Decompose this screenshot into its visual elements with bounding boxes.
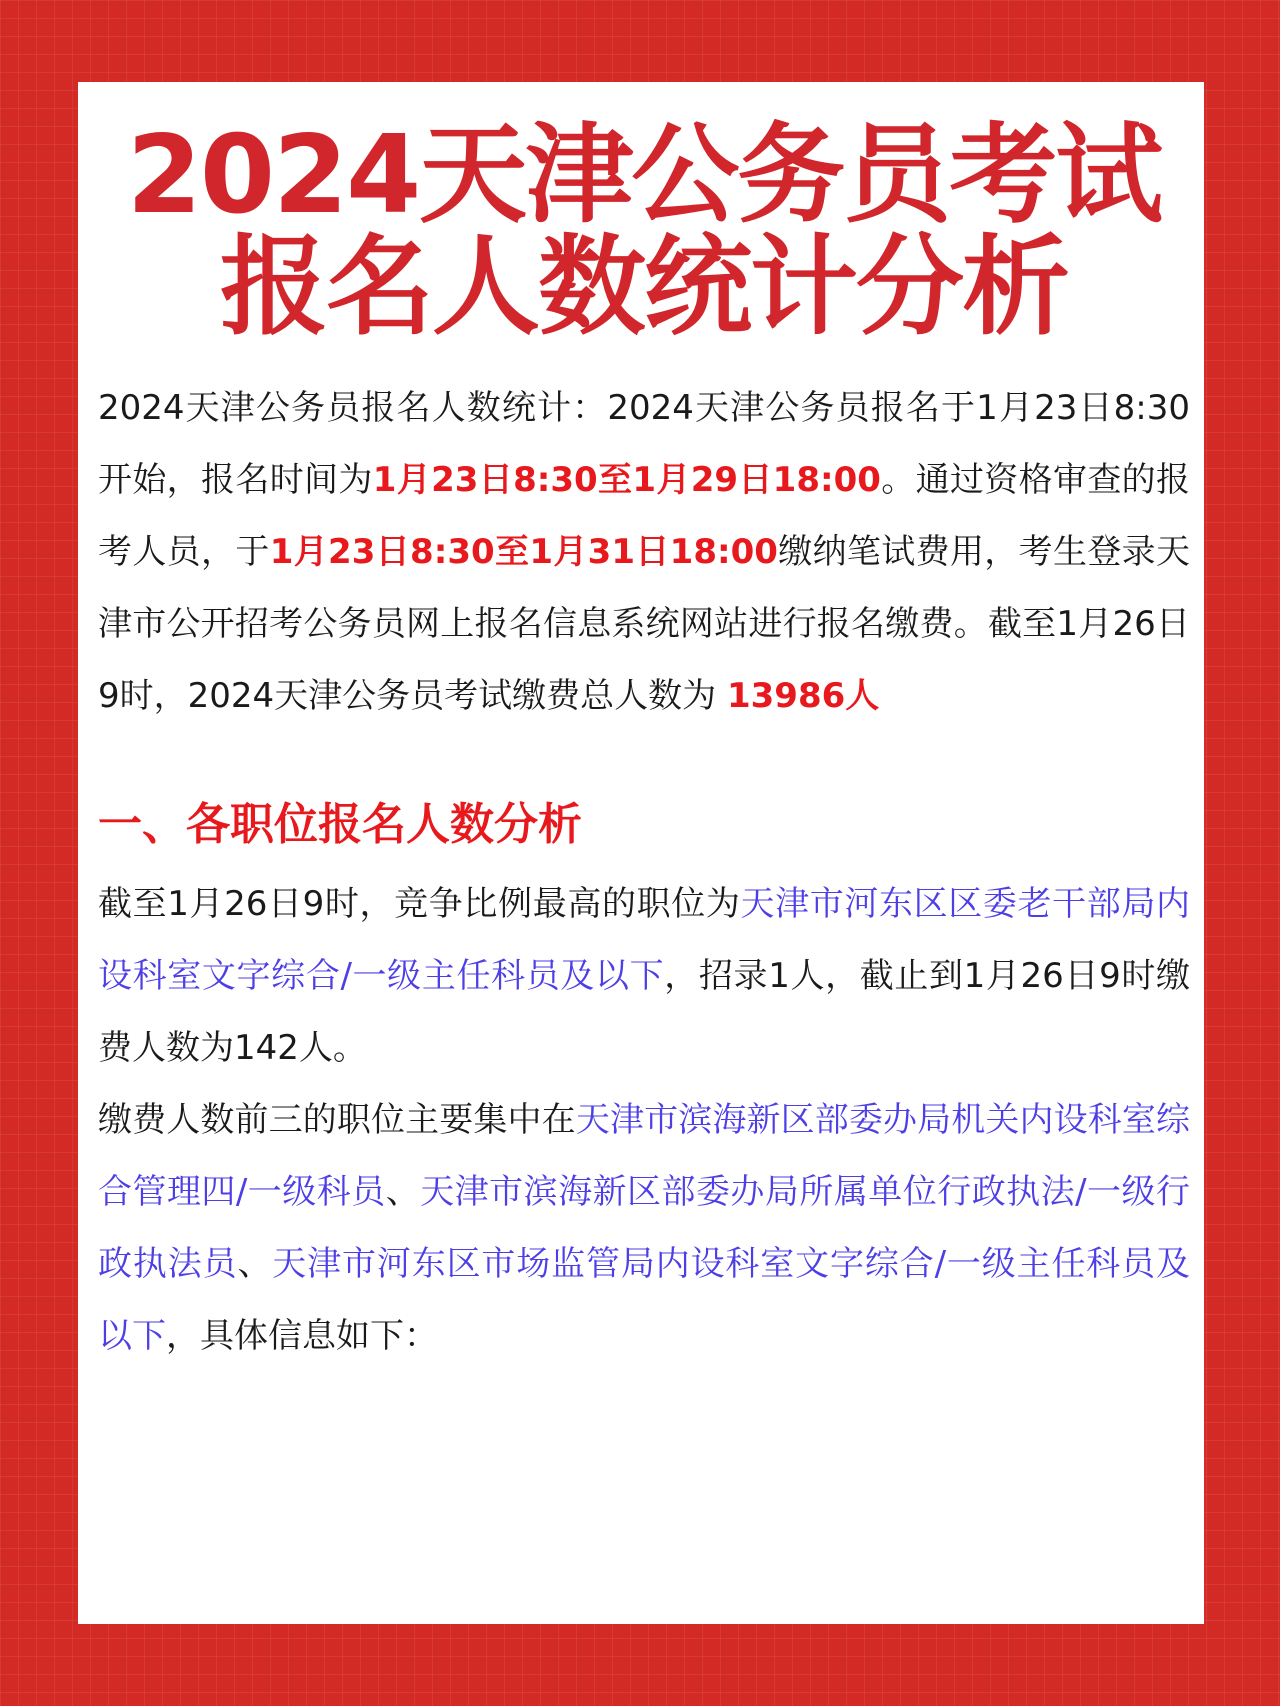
registration-period-highlight: 1月23日8:30至1月29日18:00	[372, 460, 881, 500]
intro-text-2: 。通过资格审查的报考人员，于	[98, 460, 1191, 572]
intro-text-3: 缴纳笔试费用，考生登录天津市公开招考公务员网上报名信息系统网站进行报名缴费。截至1月26日9时，2024天津公务员考试缴费总人数为	[98, 532, 1191, 716]
top-three-text-2: ，具体信息如下：	[166, 1316, 438, 1356]
page-title	[98, 113, 1190, 350]
content-card	[78, 82, 1204, 1624]
separator-2: 、	[237, 1244, 273, 1284]
intro-paragraph	[98, 372, 1190, 732]
top-position-1: 天津市滨海新区部委办局机关内设科室综合管理四/一级科员	[98, 1100, 1191, 1212]
highest-ratio-position: 天津市河东区区委老干部局内设科室文字综合/一级主任科员及以下	[98, 884, 1191, 996]
total-count-highlight: 13986人	[726, 676, 880, 716]
highest-ratio-text-2: ，招录1人，截止到1月26日9时缴费人数为142人。	[98, 956, 1190, 1068]
section-heading: 一、各职位报名人数分析	[98, 799, 582, 850]
payment-period-highlight: 1月23日8:30至1月31日18:00	[269, 532, 778, 572]
title-line-2: 报名人数统计分析	[219, 225, 1068, 350]
top-position-3: 天津市河东区市场监管局内设科室文字综合/一级主任科员及以下	[98, 1244, 1191, 1356]
intro-text-1: 2024天津公务员报名人数统计：2024天津公务员报名于1月23日8:30开始，报名时间为	[98, 388, 1190, 500]
separator-1: 、	[385, 1172, 421, 1212]
top-three-text-1: 缴费人数前三的职位主要集中在	[98, 1100, 576, 1140]
top-position-2: 天津市滨海新区部委办局所属单位行政执法/一级行政执法员	[98, 1172, 1190, 1284]
top-three-paragraph	[98, 1084, 1190, 1372]
highest-ratio-text-1: 截至1月26日9时，竞争比例最高的职位为	[98, 884, 741, 924]
highest-ratio-paragraph	[98, 868, 1190, 1084]
title-line-1: 2024天津公务员考试	[126, 113, 1162, 238]
